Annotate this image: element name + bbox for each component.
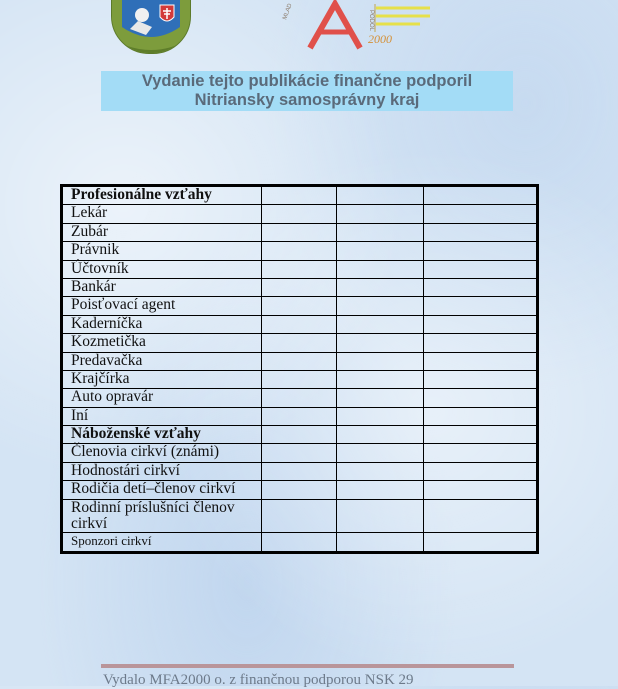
empty-entry-cell: [262, 242, 337, 260]
empty-entry-cell: [424, 297, 538, 315]
table-row: [62, 444, 538, 462]
empty-entry-cell: [262, 444, 337, 462]
empty-entry-cell: [424, 223, 538, 241]
row-label: Účtovník: [62, 260, 262, 278]
table-row: [62, 315, 538, 333]
section-label: Náboženské vzťahy: [62, 426, 262, 444]
row-label: Hodnostári cirkví: [62, 462, 262, 480]
empty-entry-cell: [337, 186, 424, 205]
empty-entry-cell: [424, 370, 538, 388]
row-label: Kozmetička: [62, 334, 262, 352]
row-label: Lekár: [62, 205, 262, 223]
empty-entry-cell: [262, 533, 337, 552]
empty-entry-cell: [337, 242, 424, 260]
empty-entry-cell: [262, 278, 337, 296]
empty-entry-cell: [262, 260, 337, 278]
table-row: [62, 205, 538, 223]
empty-entry-cell: [262, 370, 337, 388]
row-label: Rodinní príslušníci členov cirkví: [62, 499, 262, 533]
empty-entry-cell: [337, 334, 424, 352]
empty-entry-cell: [262, 223, 337, 241]
empty-entry-cell: [424, 444, 538, 462]
empty-entry-cell: [337, 297, 424, 315]
row-label: Kaderníčka: [62, 315, 262, 333]
empty-entry-cell: [424, 533, 538, 552]
empty-entry-cell: [424, 205, 538, 223]
empty-entry-cell: [262, 389, 337, 407]
footer-divider: [101, 664, 514, 668]
logo-side-text-left: MLAD: [282, 2, 294, 21]
empty-entry-cell: [424, 499, 538, 533]
empty-entry-cell: [262, 407, 337, 425]
section-header-row: [62, 186, 538, 205]
empty-entry-cell: [424, 389, 538, 407]
logo-year: 2000: [368, 32, 392, 46]
empty-entry-cell: [337, 462, 424, 480]
empty-entry-cell: [262, 334, 337, 352]
row-label: Sponzori cirkví: [62, 533, 262, 552]
table-row: [62, 407, 538, 425]
row-label: Iní: [62, 407, 262, 425]
empty-entry-cell: [262, 352, 337, 370]
empty-entry-cell: [337, 315, 424, 333]
table-row: [62, 223, 538, 241]
empty-entry-cell: [337, 426, 424, 444]
section-label: Profesionálne vzťahy: [62, 186, 262, 205]
table-row: [62, 278, 538, 296]
empty-entry-cell: [424, 352, 538, 370]
empty-entry-cell: [337, 278, 424, 296]
empty-entry-cell: [337, 444, 424, 462]
table-row: [62, 481, 538, 499]
empty-entry-cell: [337, 370, 424, 388]
row-label: Členovia cirkví (známi): [62, 444, 262, 462]
table-row: [62, 242, 538, 260]
empty-entry-cell: [424, 407, 538, 425]
empty-entry-cell: [262, 205, 337, 223]
empty-entry-cell: [262, 297, 337, 315]
empty-entry-cell: [424, 186, 538, 205]
table-row: [62, 297, 538, 315]
empty-entry-cell: [424, 315, 538, 333]
row-label: Právnik: [62, 242, 262, 260]
empty-entry-cell: [424, 278, 538, 296]
empty-entry-cell: [262, 426, 337, 444]
empty-entry-cell: [262, 315, 337, 333]
empty-entry-cell: [337, 481, 424, 499]
empty-entry-cell: [424, 334, 538, 352]
row-label: Bankár: [62, 278, 262, 296]
table-row: [62, 462, 538, 480]
empty-entry-cell: [424, 481, 538, 499]
empty-entry-cell: [262, 462, 337, 480]
empty-entry-cell: [337, 352, 424, 370]
table-row: [62, 389, 538, 407]
empty-entry-cell: [424, 260, 538, 278]
banner-line-1: Vydanie tejto publikácie finančne podporil: [141, 72, 473, 90]
empty-entry-cell: [337, 533, 424, 552]
sponsor-banner: [101, 71, 513, 111]
table-row: [62, 499, 538, 533]
empty-entry-cell: [424, 242, 538, 260]
empty-entry-cell: [262, 481, 337, 499]
section-header-row: [62, 426, 538, 444]
logo-side-text-right: PODOL: [368, 10, 374, 32]
banner-line-2: Nitriansky samosprávny kraj: [194, 91, 420, 109]
empty-entry-cell: [424, 462, 538, 480]
empty-entry-cell: [337, 389, 424, 407]
row-label: Auto opravár: [62, 389, 262, 407]
empty-entry-cell: [337, 499, 424, 533]
table-row: [62, 533, 538, 552]
empty-entry-cell: [424, 426, 538, 444]
row-label: Zubár: [62, 223, 262, 241]
row-label: Rodičia detí–členov cirkví: [62, 481, 262, 499]
organization-logo: [280, 0, 440, 54]
table-row: [62, 352, 538, 370]
empty-entry-cell: [337, 205, 424, 223]
table-row: [62, 260, 538, 278]
footer-text: Vydalo MFA2000 o. z finančnou podporou NSK 29: [103, 672, 414, 688]
table-row: [62, 370, 538, 388]
empty-entry-cell: [337, 407, 424, 425]
row-label: Poisťovací agent: [62, 297, 262, 315]
row-label: Predavačka: [62, 352, 262, 370]
empty-entry-cell: [337, 260, 424, 278]
table-row: [62, 334, 538, 352]
row-label: Krajčírka: [62, 370, 262, 388]
empty-entry-cell: [262, 186, 337, 205]
empty-entry-cell: [262, 499, 337, 533]
contacts-table: [60, 184, 539, 554]
coat-of-arms-logo: [111, 0, 191, 54]
empty-entry-cell: [337, 223, 424, 241]
